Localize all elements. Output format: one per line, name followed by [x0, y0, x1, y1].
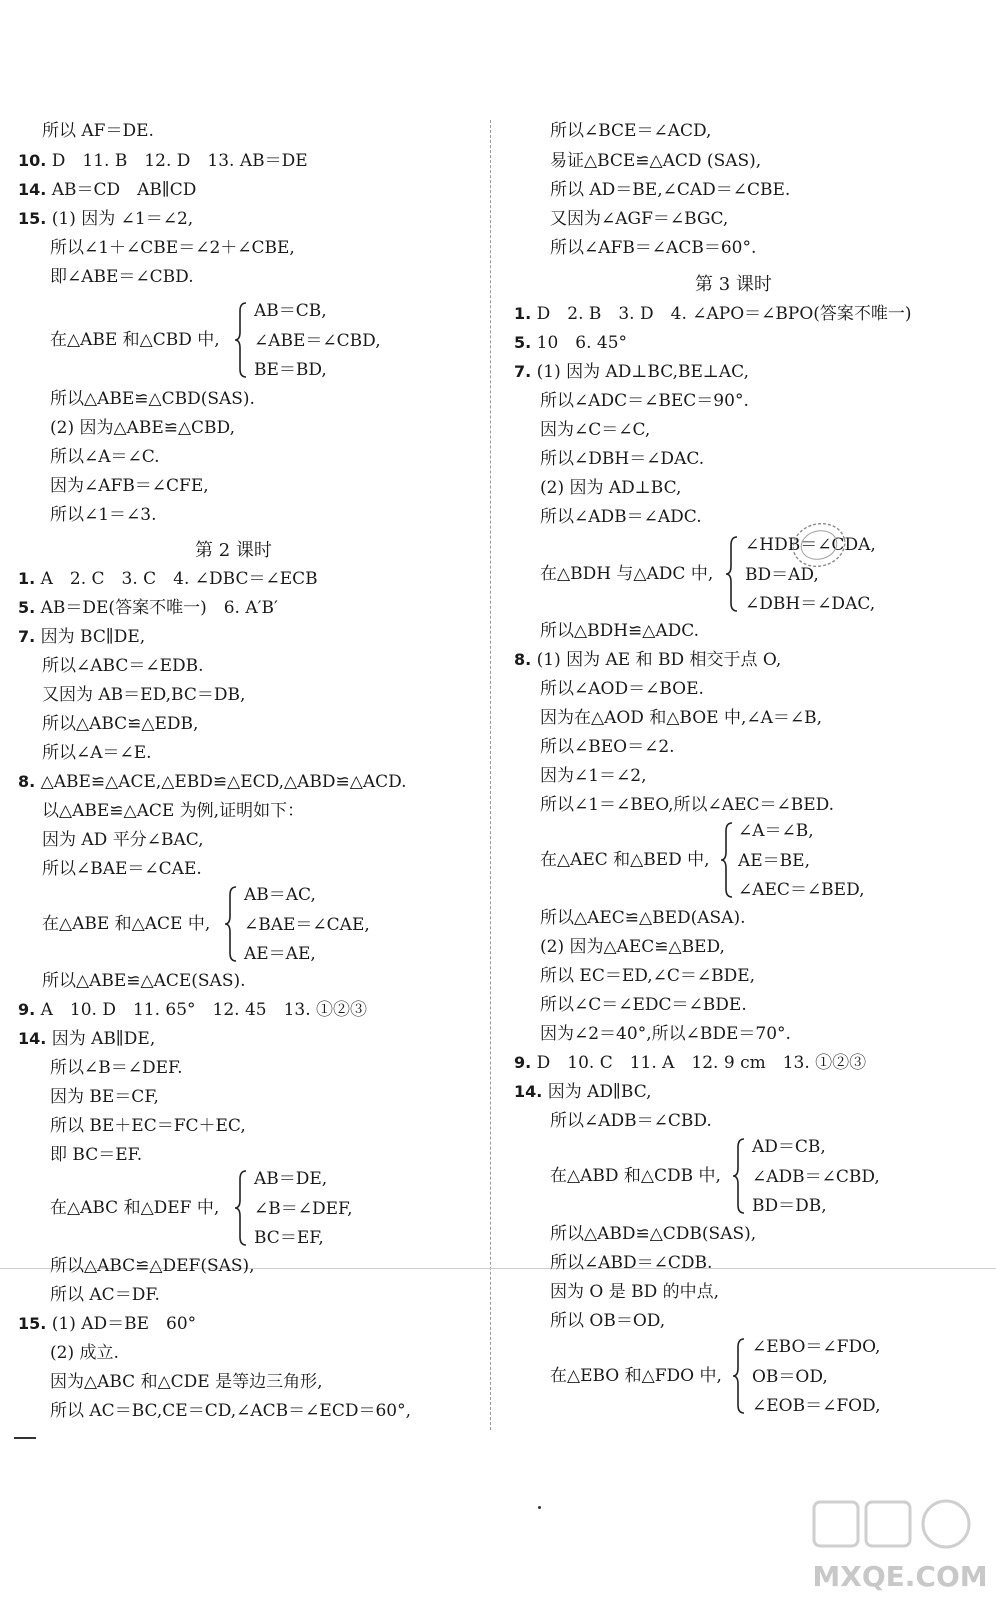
- equation-system: 在△ABE 和△ACE 中, AB＝AC, ∠BAE＝∠CAE, AE＝AE,: [42, 885, 370, 964]
- answer-line: 所以∠ADB＝∠ADC.: [540, 507, 702, 527]
- answer-line: 因为在△AOD 和△BOE 中,∠A＝∠B,: [540, 708, 823, 728]
- answer-line: 易证△BCE≌△ACD (SAS),: [550, 151, 762, 171]
- answer-line: 所以∠ABD＝∠CDB.: [550, 1253, 713, 1273]
- answer-line: 因为 O 是 BD 的中点,: [550, 1282, 720, 1302]
- equation-system: 在△ABC 和△DEF 中, AB＝DE, ∠B＝∠DEF, BC＝EF,: [50, 1169, 353, 1248]
- answer-line: 1. D 2. B 3. D 4. ∠APO＝∠BPO(答案不唯一): [514, 304, 912, 324]
- left-brace-icon: [732, 1338, 746, 1414]
- answer-line: 因为∠AFB＝∠CFE,: [50, 476, 209, 496]
- answer-line: 14. 因为 AD∥BC,: [514, 1082, 652, 1102]
- answer-line: 因为△ABC 和△CDE 是等边三角形,: [50, 1372, 323, 1392]
- answer-line: 所以∠B＝∠DEF.: [50, 1058, 183, 1078]
- answer-line: 即∠ABE＝∠CBD.: [50, 267, 194, 287]
- answer-line: 所以△ABC≌△EDB,: [42, 714, 199, 734]
- answer-line: 所以△ABD≌△CDB(SAS),: [550, 1224, 757, 1244]
- answer-line: 8. (1) 因为 AE 和 BD 相交于点 O,: [514, 650, 782, 670]
- section-heading: 第 3 课时: [695, 274, 772, 295]
- answer-line: 又因为 AB＝ED,BC＝DB,: [42, 685, 246, 705]
- answer-line: 8. △ABE≌△ACE,△EBD≌△ECD,△ABD≌△ACD.: [18, 772, 407, 792]
- answer-line: 9. D 10. C 11. A 12. 9 cm 13. ①②③: [514, 1053, 867, 1073]
- answer-line: 5. AB＝DE(答案不唯一) 6. A′B′: [18, 598, 278, 618]
- answer-line: 所以 AF＝DE.: [42, 121, 154, 141]
- answer-line: 5. 10 6. 45°: [514, 333, 628, 353]
- answer-line: 所以△ABC≌△DEF(SAS),: [50, 1256, 255, 1276]
- equation-system: 在△ABD 和△CDB 中, AD＝CB, ∠ADB＝∠CBD, BD＝DB,: [550, 1137, 880, 1216]
- answer-line: 14. 因为 AB∥DE,: [18, 1029, 156, 1049]
- answer-line: 所以 EC＝ED,∠C＝∠BDE,: [540, 966, 756, 986]
- answer-line: 所以 OB＝OD,: [550, 1311, 666, 1331]
- equation-system: 在△AEC 和△BED 中, ∠A＝∠B, AE＝BE, ∠AEC＝∠BED,: [540, 821, 865, 900]
- answer-line: 所以∠C＝∠EDC＝∠BDE.: [540, 995, 747, 1015]
- answer-line: 1. A 2. C 3. C 4. ∠DBC＝∠ECB: [18, 569, 318, 589]
- answer-line: 所以∠ADB＝∠CBD.: [550, 1111, 712, 1131]
- answer-line: (2) 因为 AD⊥BC,: [540, 478, 682, 498]
- answer-line: 9. A 10. D 11. 65° 12. 45 13. ①②③: [18, 1000, 368, 1020]
- answer-line: 所以 BE＋EC＝FC＋EC,: [50, 1116, 246, 1136]
- left-brace-icon: [732, 1138, 746, 1214]
- equation-system: 在△ABE 和△CBD 中, AB＝CB, ∠ABE＝∠CBD, BE＝BD,: [50, 301, 381, 380]
- answer-line: 所以∠BAE＝∠CAE.: [42, 859, 202, 879]
- left-brace-icon: [224, 886, 238, 962]
- answer-line: 所以△ABE≌△CBD(SAS).: [50, 389, 255, 409]
- answer-line: 14. AB＝CD AB∥CD: [18, 180, 197, 200]
- answer-line: 所以∠AFB＝∠ACB＝60°.: [550, 238, 757, 258]
- answer-line: (2) 因为△ABE≌△CBD,: [50, 418, 235, 438]
- section-heading: 第 2 课时: [195, 540, 272, 561]
- equation-system: 在△BDH 与△ADC 中, ∠HDB＝∠CDA, BD＝AD, ∠DBH＝∠DAC,: [540, 535, 876, 614]
- watermark-text: MXQE.COM: [812, 1560, 988, 1593]
- answer-line: (2) 因为△AEC≌△BED,: [540, 937, 725, 957]
- answer-line: 所以∠DBH＝∠DAC.: [540, 449, 705, 469]
- answer-line: 因为∠2＝40°,所以∠BDE＝70°.: [540, 1024, 791, 1044]
- answer-line: 所以 AC＝BC,CE＝CD,∠ACB＝∠ECD＝60°,: [50, 1401, 412, 1421]
- answer-line: 因为∠C＝∠C,: [540, 420, 651, 440]
- answer-line: 所以∠1＝∠BEO,所以∠AEC＝∠BED.: [540, 795, 835, 815]
- stamp-icon: [790, 520, 848, 570]
- left-brace-icon: [725, 536, 739, 612]
- left-brace-icon: [234, 1170, 248, 1246]
- answer-line: 即 BC＝EF.: [50, 1145, 143, 1165]
- answer-line: 又因为∠AGF＝∠BGC,: [550, 209, 729, 229]
- answer-line: 因为 BE＝CF,: [50, 1087, 159, 1107]
- answer-line: 因为 AD 平分∠BAC,: [42, 830, 204, 850]
- answer-line: 所以△ABE≌△ACE(SAS).: [42, 971, 246, 991]
- answer-line: 所以∠A＝∠C.: [50, 447, 160, 467]
- watermark-logo: [810, 1496, 990, 1596]
- answer-line: 所以∠BCE＝∠ACD,: [550, 121, 712, 141]
- answer-line: 所以△BDH≌△ADC.: [540, 621, 700, 641]
- answer-line: 10. D 11. B 12. D 13. AB＝DE: [18, 151, 308, 171]
- answer-line: 所以∠AOD＝∠BOE.: [540, 679, 704, 699]
- answer-line: 所以∠BEO＝∠2.: [540, 737, 675, 757]
- answer-line: (2) 成立.: [50, 1343, 119, 1363]
- left-brace-icon: [720, 822, 734, 898]
- answer-line: 所以 AD＝BE,∠CAD＝∠CBE.: [550, 180, 791, 200]
- answer-line: 所以 AC＝DF.: [50, 1285, 160, 1305]
- answer-line: 以△ABE≌△ACE 为例,证明如下：: [42, 801, 305, 821]
- answer-line: 所以△AEC≌△BED(ASA).: [540, 908, 746, 928]
- answer-line: 所以∠A＝∠E.: [42, 743, 152, 763]
- answer-line: 15. (1) 因为 ∠1＝∠2,: [18, 209, 194, 229]
- answer-line: 所以∠1＝∠3.: [50, 505, 157, 525]
- scan-dot: [538, 1506, 541, 1509]
- answer-line: 所以∠ADC＝∠BEC＝90°.: [540, 391, 749, 411]
- answer-line: 7. 因为 BC∥DE,: [18, 627, 146, 647]
- answer-line: 因为∠1＝∠2,: [540, 766, 647, 786]
- answer-line: 所以∠ABC＝∠EDB.: [42, 656, 204, 676]
- answer-line: 15. (1) AD＝BE 60°: [18, 1314, 197, 1334]
- equation-system: 在△EBO 和△FDO 中, ∠EBO＝∠FDO, OB＝OD, ∠EOB＝∠FOD,: [550, 1337, 881, 1416]
- left-brace-icon: [234, 302, 248, 378]
- column-divider: [490, 120, 491, 1430]
- corner-mark: [14, 1437, 36, 1439]
- answer-line: 7. (1) 因为 AD⊥BC,BE⊥AC,: [514, 362, 749, 382]
- answer-line: 所以∠1＋∠CBE＝∠2＋∠CBE,: [50, 238, 295, 258]
